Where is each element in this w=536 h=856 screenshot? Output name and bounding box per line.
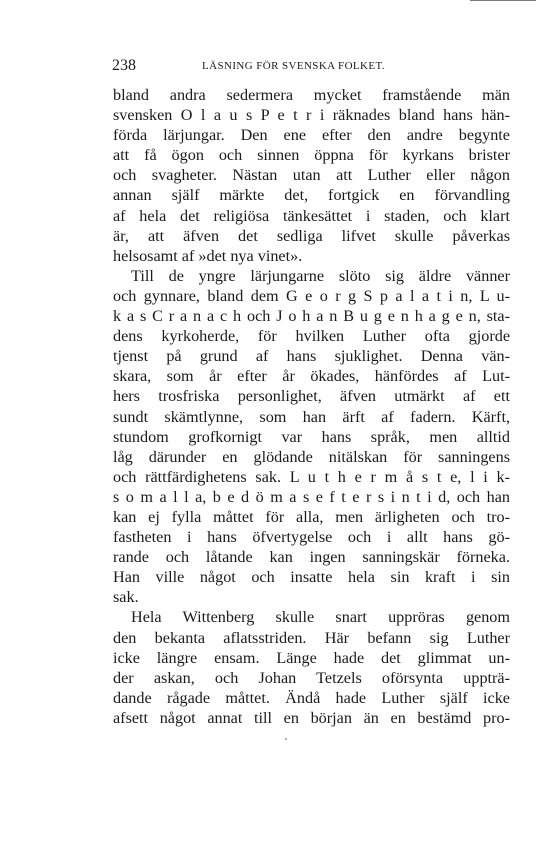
text-line: Till de yngre lärjungarne slöto sig äldre vänner [131,266,510,285]
text-line: skara, som år efter år ökades, hänfördes af Lut- [113,367,510,386]
text-line: och gynnare, bland dem G e o r g S p a l a t i n, L u- [113,286,510,305]
text-line: dande rågade måttet. Ändå hade Luther själf icke [113,688,510,707]
page-header [112,57,532,77]
text-line: sundt skämtlynne, som han ärft af fadern. Kärft, [113,407,510,426]
text-line: sak. [113,588,139,607]
text-line: låg därunder en glödande nitälskan för sanningens [113,447,510,466]
text-line: förda lärjungar. Den ene efter den andre begynte [113,126,510,145]
ink-speck [285,738,287,740]
text-line: bland andra sedermera mycket framstående män [113,86,510,104]
text-line: dens kyrkoherde, för hvilken Luther ofta gjorde [113,327,510,346]
text-line: s o m a l l a, b e d ö m a s e f t e r s i n t i d, och han [113,487,510,506]
text-line: der askan, och Johan Tetzels oförsynta uppträ- [113,668,510,687]
text-line: Han ville något och insatte hela sin kraft i sin [113,568,510,587]
text-line: och svagheter. Nästan utan att Luther eller någon [113,166,510,185]
text-line: är, att äfven det sedliga lifvet skulle påverkas [113,226,510,245]
page-number: 238 [112,57,136,74]
text-line: icke längre ensam. Länge hade det glimmat un- [113,648,510,667]
text-line: svensken O l a u s P e t r i räknades bland hans hän- [113,106,510,125]
text-line: af hela det religiösa tänkesättet i staden, och klart [113,206,510,225]
text-line: att få ögon och sinnen öppna för kyrkans brister [113,146,510,165]
text-line: och rättfärdighetens sak. L u t h e r m å s t e, l i k- [113,467,510,486]
top-rule [470,0,536,1]
running-title: LÄSNING FÖR SVENSKA FOLKET. [202,60,385,72]
text-line: fastheten i hans öfvertygelse och i allt hans gö- [113,528,510,547]
text-line: Hela Wittenberg skulle snart uppröras genom [131,608,510,627]
text-line: stundom grofkornigt var hans språk, men alltid [113,427,510,446]
text-line: helsosamt af »det nya vinet». [113,246,303,265]
text-line: den bekanta aflatsstriden. Här befann sig Luther [113,628,510,647]
text-line: k a s C r a n a c h och J o h a n B u g e n h a g e n, sta- [113,307,510,326]
text-line: kan ej fylla måttet för alla, men ärligheten och tro- [113,507,510,526]
text-line: tjenst på grund af hans sjuklighet. Denna vän- [113,347,510,366]
text-line: rande och låtande kan ingen sanningskär förneka. [113,548,510,567]
body-text [113,85,510,728]
text-line: hers trosfriska personlighet, äfven utmärkt af ett [113,387,510,406]
text-line: annan själf märkte det, fortgick en förvandling [113,186,510,205]
text-line: afsett något annat till en början än en bestämd pro- [113,708,510,727]
